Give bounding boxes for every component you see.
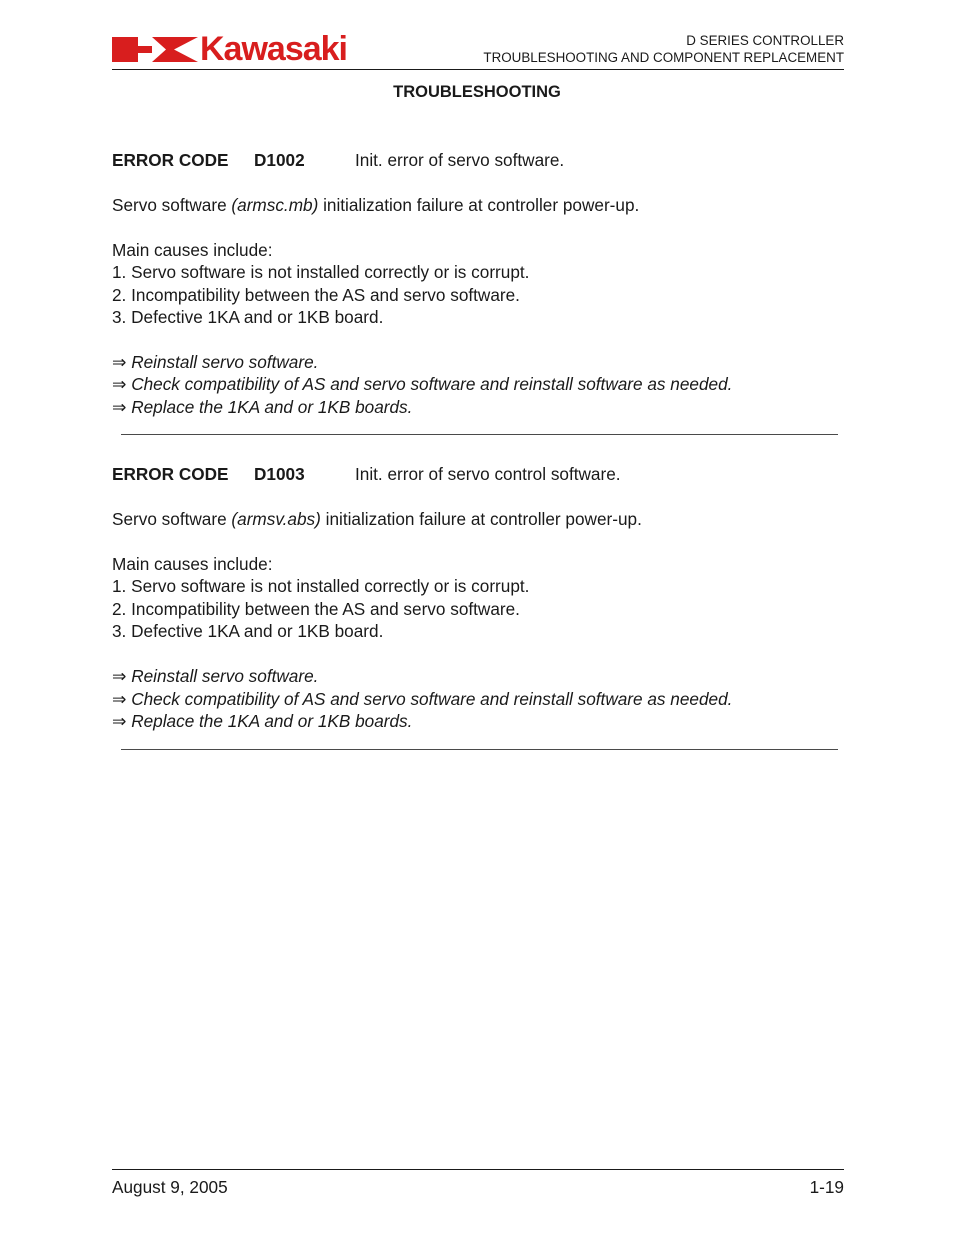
- detail-suffix: initialization failure at controller power-up.: [318, 195, 640, 215]
- cause-item: 3. Defective 1KA and or 1KB board.: [112, 307, 384, 327]
- header-subtitle: TROUBLESHOOTING AND COMPONENT REPLACEMENT: [483, 49, 844, 65]
- section-separator: [121, 749, 838, 750]
- section-separator: [121, 434, 838, 435]
- cause-item: 2. Incompatibility between the AS and servo software.: [112, 285, 520, 305]
- cause-item: 3. Defective 1KA and or 1KB board.: [112, 621, 384, 641]
- detail-prefix: Servo software: [112, 195, 232, 215]
- header-series: D SERIES CONTROLLER: [686, 33, 844, 48]
- error-code: D1003: [254, 464, 305, 484]
- footer-rule: [112, 1169, 844, 1170]
- kawasaki-logo: [112, 30, 390, 68]
- arrow-icon: ⇒: [112, 352, 127, 372]
- header-title-block: [483, 33, 844, 66]
- footer-date: August 9, 2005: [112, 1177, 228, 1197]
- arrow-icon: ⇒: [112, 374, 127, 394]
- remedy-item: ⇒ Replace the 1KA and or 1KB boards.: [112, 711, 413, 731]
- brand-wordmark: Kawasaki: [200, 30, 347, 68]
- cause-item: 2. Incompatibility between the AS and servo software.: [112, 599, 520, 619]
- kawasaki-mark-icon: [112, 33, 198, 65]
- remedy-item: ⇒ Check compatibility of AS and servo software and reinstall software as needed.: [112, 374, 733, 394]
- causes-heading: Main causes include:: [112, 554, 273, 574]
- detail-prefix: Servo software: [112, 509, 232, 529]
- error-description: Init. error of servo control software.: [355, 464, 621, 484]
- error-detail: [112, 194, 639, 217]
- arrow-icon: ⇒: [112, 666, 127, 686]
- footer-page-number: 1-19: [809, 1177, 844, 1197]
- cause-item: 1. Servo software is not installed correctly or is corrupt.: [112, 576, 530, 596]
- remedy-item: ⇒ Reinstall servo software.: [112, 352, 319, 372]
- arrow-icon: ⇒: [112, 397, 127, 417]
- error-code: D1002: [254, 150, 305, 170]
- error-description: Init. error of servo software.: [355, 150, 565, 170]
- error-detail: [112, 508, 642, 531]
- remedy-item: ⇒ Replace the 1KA and or 1KB boards.: [112, 397, 413, 417]
- causes-heading: Main causes include:: [112, 240, 273, 260]
- error-label: ERROR CODE: [112, 464, 229, 484]
- detail-suffix: initialization failure at controller power-up.: [320, 509, 642, 529]
- header-rule: [112, 69, 844, 70]
- arrow-icon: ⇒: [112, 689, 127, 709]
- detail-file: (armsv.abs): [231, 509, 321, 529]
- arrow-icon: ⇒: [112, 711, 127, 731]
- detail-file: (armsc.mb): [231, 195, 319, 215]
- remedy-item: ⇒ Check compatibility of AS and servo software and reinstall software as needed.: [112, 689, 733, 709]
- cause-item: 1. Servo software is not installed correctly or is corrupt.: [112, 262, 530, 282]
- error-label: ERROR CODE: [112, 150, 229, 170]
- section-title: TROUBLESHOOTING: [393, 83, 561, 101]
- remedy-item: ⇒ Reinstall servo software.: [112, 666, 319, 686]
